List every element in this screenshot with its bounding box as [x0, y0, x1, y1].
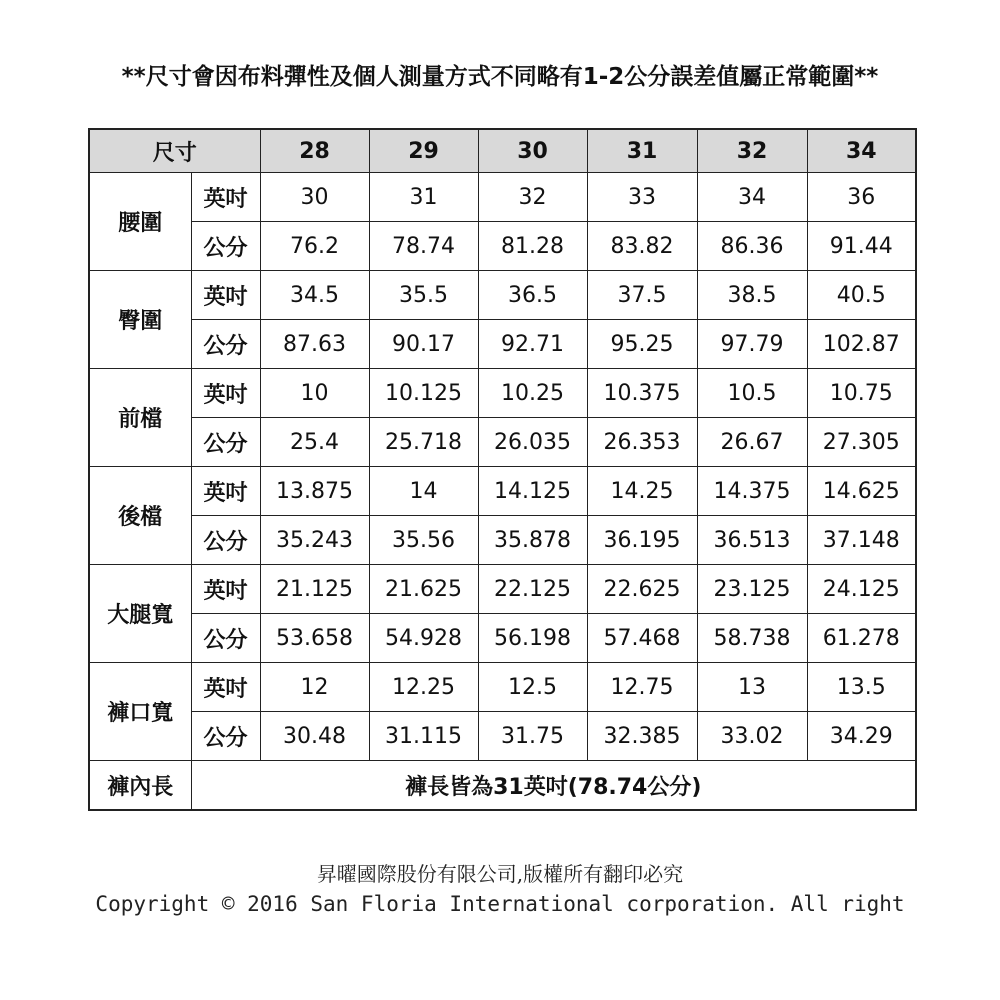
- measurement-cell: 37.5: [587, 271, 697, 320]
- table-row: [89, 222, 916, 271]
- measurement-cell: 34.29: [807, 712, 916, 761]
- measurement-cell: 54.928: [369, 614, 478, 663]
- measurement-cell: 91.44: [807, 222, 916, 271]
- measurement-cell: 97.79: [697, 320, 807, 369]
- unit-cm-label: 公分: [191, 712, 260, 761]
- measurement-cell: 33: [587, 173, 697, 222]
- measurement-cell: 10.75: [807, 369, 916, 418]
- table-row: [89, 320, 916, 369]
- measurement-cell: 12.25: [369, 663, 478, 712]
- measurement-cell: 90.17: [369, 320, 478, 369]
- inseam-note: 褲長皆為31英吋(78.74公分): [191, 761, 916, 811]
- measurement-cell: 53.658: [260, 614, 369, 663]
- header-size-34: 34: [807, 129, 916, 173]
- measurement-cell: 26.035: [478, 418, 587, 467]
- size-chart-body: [89, 129, 916, 810]
- measurement-cell: 40.5: [807, 271, 916, 320]
- measurement-cell: 36.513: [697, 516, 807, 565]
- measurement-cell: 12.75: [587, 663, 697, 712]
- unit-inch-label: 英吋: [191, 467, 260, 516]
- category-label: 前檔: [89, 369, 191, 467]
- measurement-cell: 21.125: [260, 565, 369, 614]
- measurement-cell: 26.67: [697, 418, 807, 467]
- measurement-cell: 25.4: [260, 418, 369, 467]
- table-row: [89, 173, 916, 222]
- unit-inch-label: 英吋: [191, 663, 260, 712]
- measurement-cell: 36: [807, 173, 916, 222]
- measurement-cell: 32.385: [587, 712, 697, 761]
- measurement-cell: 22.625: [587, 565, 697, 614]
- measurement-cell: 87.63: [260, 320, 369, 369]
- measurement-cell: 86.36: [697, 222, 807, 271]
- measurement-cell: 83.82: [587, 222, 697, 271]
- header-row: [89, 129, 916, 173]
- measurement-cell: 58.738: [697, 614, 807, 663]
- measurement-cell: 31.115: [369, 712, 478, 761]
- header-size-label: 尺寸: [89, 129, 260, 173]
- measurement-cell: 92.71: [478, 320, 587, 369]
- measurement-cell: 81.28: [478, 222, 587, 271]
- header-size-28: 28: [260, 129, 369, 173]
- measurement-cell: 33.02: [697, 712, 807, 761]
- measurement-cell: 26.353: [587, 418, 697, 467]
- measurement-cell: 32: [478, 173, 587, 222]
- category-label: 後檔: [89, 467, 191, 565]
- unit-cm-label: 公分: [191, 614, 260, 663]
- measurement-cell: 34.5: [260, 271, 369, 320]
- table-row: [89, 369, 916, 418]
- measurement-cell: 37.148: [807, 516, 916, 565]
- measurement-cell: 14.125: [478, 467, 587, 516]
- category-label: 褲口寬: [89, 663, 191, 761]
- header-size-31: 31: [587, 129, 697, 173]
- measurement-cell: 35.5: [369, 271, 478, 320]
- measurement-cell: 14.25: [587, 467, 697, 516]
- table-row: [89, 614, 916, 663]
- measurement-cell: 13.875: [260, 467, 369, 516]
- measurement-cell: 10.25: [478, 369, 587, 418]
- unit-cm-label: 公分: [191, 516, 260, 565]
- measurement-cell: 31.75: [478, 712, 587, 761]
- unit-inch-label: 英吋: [191, 173, 260, 222]
- measurement-cell: 25.718: [369, 418, 478, 467]
- measurement-cell: 30: [260, 173, 369, 222]
- table-row: [89, 467, 916, 516]
- footer-company-notice: 昇曜國際股份有限公司,版權所有翻印必究: [316, 862, 684, 886]
- table-row: [89, 565, 916, 614]
- measurement-cell: 22.125: [478, 565, 587, 614]
- measurement-cell: 24.125: [807, 565, 916, 614]
- measurement-cell: 10.125: [369, 369, 478, 418]
- measurement-cell: 27.305: [807, 418, 916, 467]
- measurement-cell: 13: [697, 663, 807, 712]
- measurement-cell: 31: [369, 173, 478, 222]
- measurement-cell: 12.5: [478, 663, 587, 712]
- measurement-cell: 36.5: [478, 271, 587, 320]
- measurement-cell: 35.878: [478, 516, 587, 565]
- measurement-cell: 30.48: [260, 712, 369, 761]
- measurement-cell: 10.375: [587, 369, 697, 418]
- unit-inch-label: 英吋: [191, 369, 260, 418]
- measurement-cell: 76.2: [260, 222, 369, 271]
- measurement-cell: 78.74: [369, 222, 478, 271]
- measurement-cell: 14: [369, 467, 478, 516]
- measurement-cell: 36.195: [587, 516, 697, 565]
- measurement-cell: 10: [260, 369, 369, 418]
- measurement-cell: 21.625: [369, 565, 478, 614]
- category-label: 大腿寬: [89, 565, 191, 663]
- table-row: [89, 712, 916, 761]
- measurement-cell: 14.375: [697, 467, 807, 516]
- unit-cm-label: 公分: [191, 320, 260, 369]
- unit-inch-label: 英吋: [191, 271, 260, 320]
- unit-cm-label: 公分: [191, 418, 260, 467]
- measurement-cell: 102.87: [807, 320, 916, 369]
- unit-cm-label: 公分: [191, 222, 260, 271]
- header-size-32: 32: [697, 129, 807, 173]
- measurement-cell: 61.278: [807, 614, 916, 663]
- table-row: [89, 271, 916, 320]
- inseam-label: 褲內長: [89, 761, 191, 811]
- category-label: 臀圍: [89, 271, 191, 369]
- measurement-cell: 56.198: [478, 614, 587, 663]
- disclaimer-notice: **尺寸會因布料彈性及個人測量方式不同略有1-2公分誤差值屬正常範圍**: [121, 64, 879, 90]
- measurement-cell: 57.468: [587, 614, 697, 663]
- unit-inch-label: 英吋: [191, 565, 260, 614]
- size-chart-table: [88, 128, 917, 811]
- measurement-cell: 23.125: [697, 565, 807, 614]
- measurement-cell: 35.243: [260, 516, 369, 565]
- measurement-cell: 14.625: [807, 467, 916, 516]
- category-label: 腰圍: [89, 173, 191, 271]
- measurement-cell: 34: [697, 173, 807, 222]
- table-row: [89, 418, 916, 467]
- measurement-cell: 12: [260, 663, 369, 712]
- measurement-cell: 10.5: [697, 369, 807, 418]
- measurement-cell: 95.25: [587, 320, 697, 369]
- header-size-29: 29: [369, 129, 478, 173]
- footer-copyright: Copyright © 2016 San Floria International corporation. All right: [95, 892, 905, 916]
- measurement-cell: 13.5: [807, 663, 916, 712]
- table-row: [89, 516, 916, 565]
- measurement-cell: 35.56: [369, 516, 478, 565]
- header-size-30: 30: [478, 129, 587, 173]
- measurement-cell: 38.5: [697, 271, 807, 320]
- table-row: [89, 663, 916, 712]
- inseam-row: [89, 761, 916, 811]
